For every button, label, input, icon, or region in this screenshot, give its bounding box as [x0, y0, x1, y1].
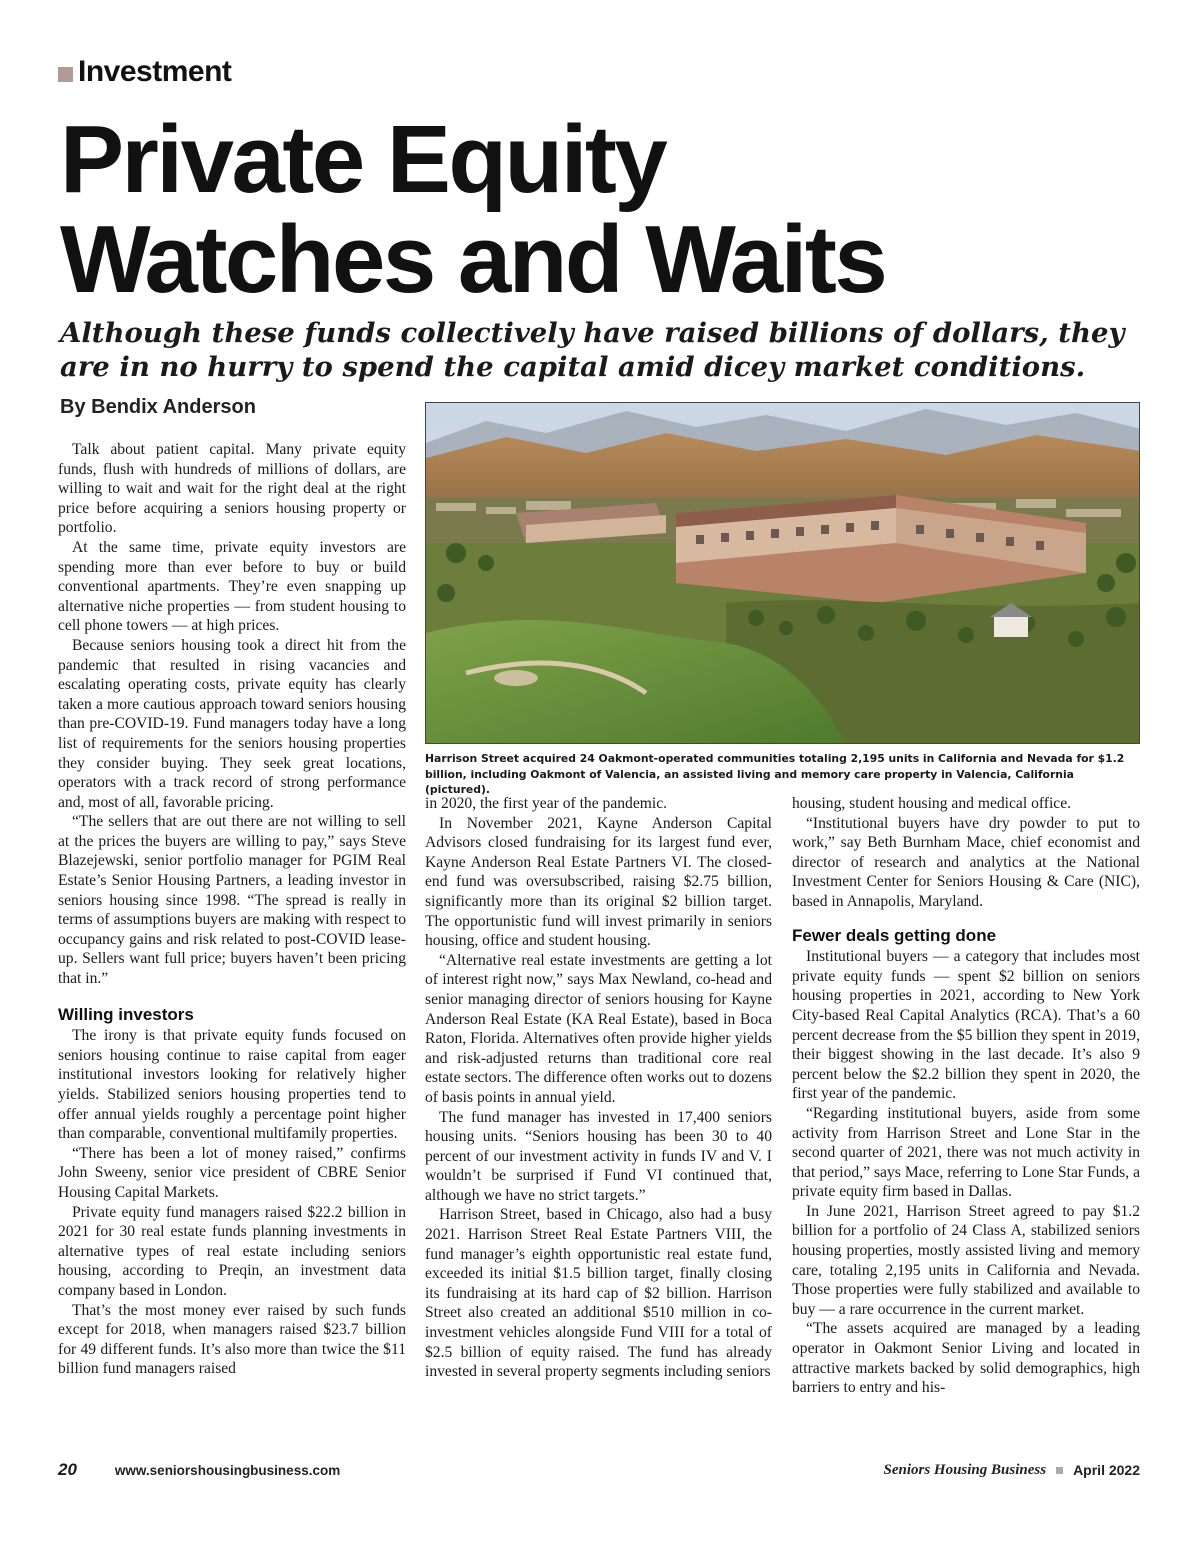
- section-tag: [58, 52, 231, 92]
- paragraph: “The assets acquired are managed by a leading operator in Oakmont Senior Living and located in attractive markets backed by solid demographics, high barriers to entry and his-: [792, 1320, 1140, 1397]
- section-marker-icon: [58, 67, 73, 82]
- subhead-fewer-deals: Fewer deals getting done: [792, 925, 997, 945]
- paragraph: In June 2021, Harrison Street agreed to pay $1.2 billion for a portfolio of 24 Class A, stabilized seniors housing properties, mostly assisted living and memory care, totaling 2,195 units in California and Nevada. Those properties were fully stabilized and available to buy — a rare occurrence in the current market.: [792, 1202, 1140, 1318]
- footer-right: [883, 1457, 1140, 1483]
- paragraph: That’s the most money ever raised by such funds except for 2018, when managers raised $23.7 billion for 49 different funds. It’s also more than twice the $11 billion fund managers raised: [58, 1301, 406, 1378]
- paragraph: Harrison Street, based in Chicago, also had a busy 2021. Harrison Street Real Estate Partners VIII, the fund manager’s eighth opportunistic real estate fund, exceeded its initial $1.5 billion target, finally closing its fundraising at its hard cap of $2 billion. Harrison Street also created an additional $510 million in co-investment vehicles alongside Fund VIII for a total of $2.5 billion of equity raised. The fund has already invested in several property segments including seniors: [425, 1206, 772, 1381]
- section-label: Investment: [78, 55, 232, 88]
- paragraph: “Regarding institutional buyers, aside from some activity from Harrison Street and Lone Star in the second quarter of 2021, there was not much activity in that period,” says Mace, referring to Lone Star Funds, a private equity firm based in Dallas.: [792, 1104, 1140, 1201]
- paragraph: Because seniors housing took a direct hit from the pandemic that resulted in rising vacancies and escalating operating costs, private equity has clearly taken a more cautious approach toward seniors housing than pre-COVID-19. Fund managers today have a long list of requirements for the seniors housing properties they consider buying. They seek great locations, operators with a track record of strong performance and, most of all, favorable pricing.: [58, 636, 406, 811]
- paragraph: “Institutional buyers have dry powder to put to work,” say Beth Burnham Mace, chief economist and director of research and analytics at the National Investment Center for Seniors Housing & Care (NIC), based in Annapolis, Maryland.: [792, 814, 1140, 910]
- aerial-campus-illustration: [426, 403, 1140, 744]
- footer-separator-icon: [1056, 1467, 1063, 1474]
- article-column-2: [425, 794, 772, 1382]
- paragraph: The fund manager has invested in 17,400 seniors housing units. “Seniors housing has been 30 to 40 percent of our investment activity in funds IV and V. I wouldn’t be surprised if Fund VI continued that, although we have no strict targets.”: [425, 1108, 772, 1204]
- footer-left: [58, 1457, 340, 1483]
- paragraph: Private equity fund managers raised $22.2 billion in 2021 for 30 real estate funds planning investments in alternative types of real estate including seniors housing, according to Preqin, an investment data company based in London.: [58, 1203, 406, 1299]
- paragraph: “There has been a lot of money raised,” confirms John Sweeny, senior vice president of CBRE Senior Housing Capital Markets.: [58, 1144, 406, 1201]
- headline-line-2: Watches and Waits: [60, 206, 886, 313]
- paragraph: “Alternative real estate investments are getting a lot of interest right now,” says Max Newland, co-head and senior managing director of seniors housing for Kayne Anderson Real Estate (KA Real Estate), based in Boca Raton, Florida. Alternatives often provide higher yields and risk-adjusted returns than traditional core real estate sectors. The difference often works out to dozens of basis points in annual yield.: [425, 951, 772, 1106]
- publication-name: Seniors Housing Business: [883, 1461, 1047, 1478]
- article-column-1: [58, 440, 406, 1379]
- headline-line-1: Private Equity: [60, 106, 666, 213]
- byline: By Bendix Anderson: [60, 396, 256, 418]
- photo-caption: Harrison Street acquired 24 Oakmont-operated communities totaling 2,195 units in California and Nevada for $1.2 billion, including Oakmont of Valencia, an assisted living and memory care property in Valencia, California (pictured).: [425, 752, 1125, 796]
- article-photo: [425, 402, 1140, 744]
- website-link[interactable]: www.seniorshousingbusiness.com: [114, 1462, 341, 1478]
- article-deck: Although these funds collectively have raised billions of dollars, they are in no hurry to spend the capital amid dicey market conditions.: [60, 317, 1125, 383]
- paragraph: In November 2021, Kayne Anderson Capital Advisors closed fundraising for its largest fund ever, Kayne Anderson Real Estate Partners VI. The closed-end fund was oversubscribed, raising $2.75 billion, significantly more than its original $2 billion target. The opportunistic fund will invest primarily in seniors housing, office and student housing.: [425, 814, 772, 950]
- page-number: 20: [58, 1460, 77, 1479]
- paragraph: Talk about patient capital. Many private equity funds, flush with hundreds of millions of dollars, are willing to wait and wait for the right deal at the right price before acquiring a seniors housing property or portfolio.: [58, 441, 406, 537]
- paragraph: Institutional buyers — a category that includes most private equity funds — spent $2 billion on seniors housing properties in 2021, according to New York City-based Real Capital Analytics (RCA). That’s a 60 percent decrease from the $5 billion they spent in 2019, their biggest showing in the last decade. It’s also 9 percent below the $2.2 billion they spent in 2020, the first year of the pandemic.: [792, 948, 1140, 1103]
- paragraph: “The sellers that are out there are not willing to sell at the prices the buyers are willing to pay,” says Steve Blazejewski, senior portfolio manager for PGIM Real Estate’s Senior Housing Partners, a leading investor in seniors housing since 1998. “The spread is really in terms of assumptions buyers are making with respect to occupancy gains and risk related to post-COVID lease-up. Sellers want full price; buyers haven’t been pricing that in.”: [58, 813, 406, 988]
- subhead-willing-investors: Willing investors: [58, 1004, 194, 1024]
- paragraph: in 2020, the first year of the pandemic.: [425, 795, 668, 812]
- article-column-3: [792, 794, 1140, 1398]
- article-headline: [60, 106, 1160, 313]
- issue-date: April 2022: [1073, 1462, 1140, 1478]
- paragraph: At the same time, private equity investors are spending more than ever before to buy or build conventional apartments. They’re even snapping up alternative niche properties — from student housing to cell phone towers — at high prices.: [58, 538, 406, 635]
- paragraph: housing, student housing and medical office.: [792, 795, 1072, 812]
- paragraph: The irony is that private equity funds focused on seniors housing continue to raise capital from eager institutional investors looking for relatively higher yields. Stabilized seniors housing properties tend to offer annual yields roughly a percentage point higher than comparable, conventional multifamily properties.: [58, 1027, 406, 1143]
